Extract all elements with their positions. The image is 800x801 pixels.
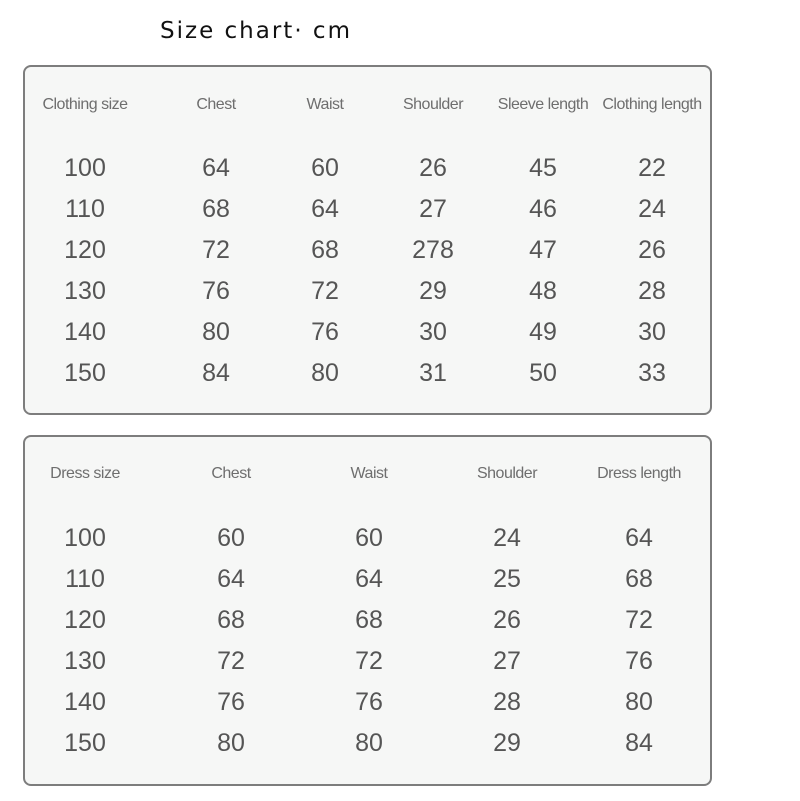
- table-cell: 84: [202, 359, 230, 387]
- column-header: Waist: [350, 465, 388, 482]
- table-cell: 68: [217, 606, 245, 634]
- table-cell: 30: [419, 318, 447, 346]
- table-row: [25, 277, 710, 307]
- table-cell: 76: [355, 688, 383, 716]
- table-cell: 140: [64, 688, 106, 716]
- table-cell: 45: [529, 154, 557, 182]
- table-cell: 80: [355, 729, 383, 757]
- table-cell: 28: [638, 277, 666, 305]
- table-row: [25, 688, 710, 718]
- table-cell: 24: [493, 524, 521, 552]
- table-cell: 60: [355, 524, 383, 552]
- table-cell: 22: [638, 154, 666, 182]
- table-row: [25, 359, 710, 389]
- dress-size-table: [23, 435, 712, 786]
- table-cell: 68: [202, 195, 230, 223]
- table-cell: 68: [355, 606, 383, 634]
- table-cell: 49: [529, 318, 557, 346]
- table-cell: 110: [65, 565, 105, 593]
- column-header: Sleeve length: [497, 96, 589, 113]
- table-header-row: [25, 465, 710, 495]
- table-cell: 80: [202, 318, 230, 346]
- table-cell: 84: [625, 729, 653, 757]
- table-cell: 47: [529, 236, 557, 264]
- table-cell: 26: [638, 236, 666, 264]
- table-cell: 68: [625, 565, 653, 593]
- table-cell: 68: [311, 236, 339, 264]
- table-cell: 76: [217, 688, 245, 716]
- clothing-size-table: [23, 65, 712, 415]
- table-cell: 120: [64, 236, 106, 264]
- table-cell: 72: [202, 236, 230, 264]
- table-cell: 100: [64, 154, 106, 182]
- table-row: [25, 195, 710, 225]
- table-cell: 80: [217, 729, 245, 757]
- table-cell: 25: [493, 565, 521, 593]
- table-cell: 50: [529, 359, 557, 387]
- table-cell: 76: [202, 277, 230, 305]
- table-cell: 150: [64, 729, 106, 757]
- table-row: [25, 524, 710, 554]
- column-header: Shoulder: [476, 465, 538, 482]
- table-cell: 64: [217, 565, 245, 593]
- table-cell: 76: [311, 318, 339, 346]
- table-cell: 64: [202, 154, 230, 182]
- table-cell: 64: [355, 565, 383, 593]
- table-cell: 31: [419, 359, 447, 387]
- table-cell: 120: [64, 606, 106, 634]
- table-cell: 60: [217, 524, 245, 552]
- table-cell: 72: [311, 277, 339, 305]
- table-cell: 24: [638, 195, 666, 223]
- table-cell: 72: [355, 647, 383, 675]
- table-cell: 72: [217, 647, 245, 675]
- table-cell: 76: [625, 647, 653, 675]
- table-cell: 27: [493, 647, 521, 675]
- table-cell: 130: [64, 647, 106, 675]
- table-cell: 80: [311, 359, 339, 387]
- table-cell: 72: [625, 606, 653, 634]
- size-chart-title: Size chart· cm: [160, 18, 352, 44]
- table-cell: 26: [419, 154, 447, 182]
- column-header: Waist: [306, 96, 344, 113]
- table-cell: 26: [493, 606, 521, 634]
- table-row: [25, 318, 710, 348]
- column-header: Clothing length: [602, 96, 702, 113]
- table-cell: 60: [311, 154, 339, 182]
- table-cell: 46: [529, 195, 557, 223]
- table-row: [25, 236, 710, 266]
- table-cell: 33: [638, 359, 666, 387]
- table-row: [25, 606, 710, 636]
- table-cell: 64: [625, 524, 653, 552]
- table-row: [25, 647, 710, 677]
- table-cell: 278: [412, 236, 454, 264]
- column-header: Clothing size: [42, 96, 128, 113]
- table-header-row: [25, 96, 710, 126]
- column-header: Dress size: [50, 465, 120, 482]
- table-cell: 64: [311, 195, 339, 223]
- table-row: [25, 565, 710, 595]
- table-cell: 28: [493, 688, 521, 716]
- column-header: Dress length: [597, 465, 681, 482]
- table-cell: 100: [64, 524, 106, 552]
- table-cell: 80: [625, 688, 653, 716]
- table-cell: 130: [64, 277, 106, 305]
- table-cell: 27: [419, 195, 447, 223]
- table-cell: 29: [419, 277, 447, 305]
- column-header: Chest: [196, 96, 236, 113]
- table-row: [25, 154, 710, 184]
- table-cell: 150: [64, 359, 106, 387]
- table-cell: 110: [65, 195, 105, 223]
- table-cell: 29: [493, 729, 521, 757]
- column-header: Chest: [211, 465, 251, 482]
- table-cell: 140: [64, 318, 106, 346]
- table-cell: 48: [529, 277, 557, 305]
- table-row: [25, 729, 710, 759]
- column-header: Shoulder: [402, 96, 464, 113]
- table-cell: 30: [638, 318, 666, 346]
